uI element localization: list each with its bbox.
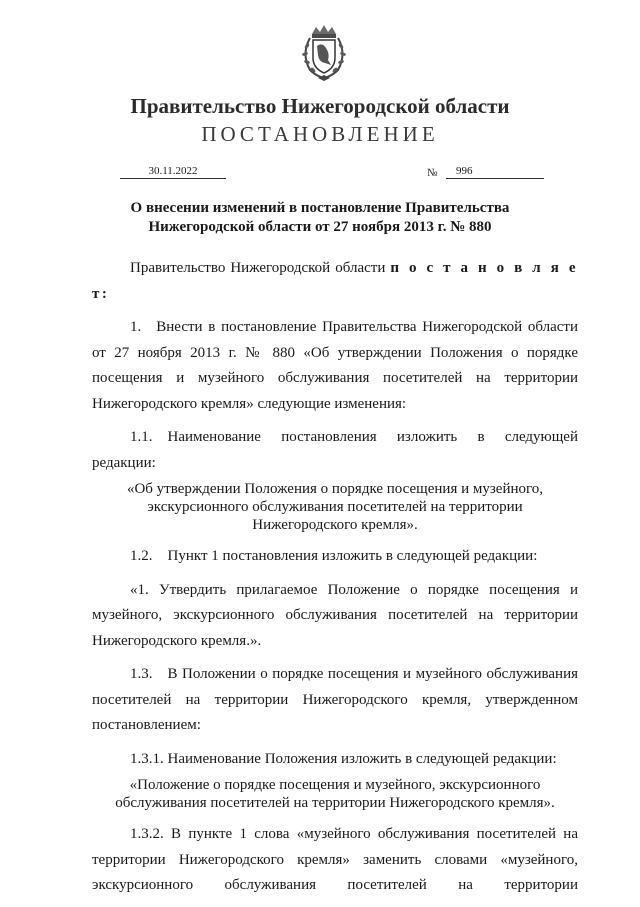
quote-1-1-line-1: «Об утверждении Положения о порядке посещения и музейного, [126,481,544,497]
nizhny-novgorod-coat-of-arms-icon [298,24,350,82]
paragraph-1-1: 1.1. Наименование постановления изложить в следующей редакции: [92,429,578,471]
quote-1-3-1-line-2: обслуживания посетителей на территории Нижегородского кремля». [115,795,555,811]
number-sign: № [427,167,438,179]
subject-line-1: О внесении изменений в постановление Правительства [130,200,510,216]
subject-line-2: Нижегородской области от 27 ноября 2013 г. № 880 [148,219,492,235]
paragraph-1-3-1: 1.3.1. Наименование Положения изложить в следующей редакции: [130,750,557,767]
intro-paragraph [92,256,578,307]
document-kind: ПОСТАНОВЛЕНИЕ [201,122,439,146]
intro-lead: Правительство Нижегородской области [130,260,391,276]
quote-1-1-line-2: экскурсионного обслуживания посетителей на территории [147,499,523,515]
paragraph-1-2-quote: «1. Утвердить прилагаемое Положение о порядке посещения и музейного, экскурсионного обслуживания посетителей на территории Нижегородского кремля.». [92,581,578,649]
paragraph-1-3-2: 1.3.2. В пункте 1 слова «музейного обслуживания посетителей на территории Нижегородского кремля» заменить словами «музейного, экскурсионного обслуживания посетителей на территории [92,826,578,893]
government-title: Правительство Нижегородской области [130,94,510,118]
quote-1-1 [92,480,578,534]
quote-1-1-line-3: Нижегородского кремля». [252,517,418,533]
paragraph-1-2: 1.2. Пункт 1 постановления изложить в следующей редакции: [130,548,538,564]
intro-verb: п о с т а н о в л я е т: [92,260,578,302]
document-date: 30.11.2022 [120,164,226,179]
quote-1-3-1 [92,776,578,812]
paragraph-1-3: 1.3. В Положении о порядке посещения и музейного обслуживания посетителей на территории Нижегородского кремля, утвержденном постановлением: [92,666,578,733]
document-body [92,256,578,907]
paragraph-1: 1. Внести в постановление Правительства Нижегородской области от 27 ноября 2013 г. № 880 «Об утверждении Положения о порядке посещения и музейного обслуживания посетителей на территории Нижегородского кремля» следующие изменения: [92,319,578,412]
quote-1-3-1-line-1: «Положение о порядке посещения и музейного, экскурсионного [129,777,541,793]
document-number: 996 [446,164,544,179]
document-subject [80,199,560,237]
